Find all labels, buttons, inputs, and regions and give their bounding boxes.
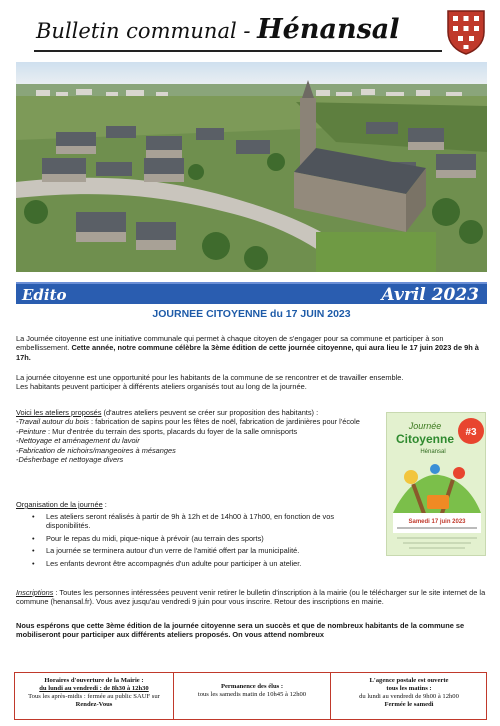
mairie-hours-title: Horaires d'ouverture de la Mairie : [44, 677, 144, 684]
inscriptions-paragraph [16, 588, 487, 607]
list-item: • La journée se terminera autour d'un verre de l'amitié offert par la municipalité. [30, 546, 380, 555]
list-item: • Les ateliers seront réalisés à partir de 9h à 12h et de 14h00 à 17h00, en fonction de vos disponibilités. [30, 512, 380, 531]
closing-paragraph: Nous espérons que cette 3ème édition de la journée citoyenne sera un succès et que de nombreux habitants de la commune se mobiliseront pour participer aux différents ateliers proposés. On vous attend nombreux [16, 621, 465, 640]
organisation-list [30, 512, 380, 571]
page-header [0, 0, 500, 62]
poste-hours-line-1: tous les matins : [386, 685, 432, 692]
second-paragraph-line-2: Les habitants peuvent participer à différents ateliers organisés tout au long de la journée. [16, 382, 307, 392]
poster-place: Hénansal [420, 449, 446, 455]
opening-hours-footer [14, 672, 487, 720]
bulletin-title-prefix: Bulletin communal - [36, 19, 258, 43]
workshops-heading-line [16, 408, 378, 417]
poster-main: Citoyenne [395, 432, 455, 446]
organisation-heading: Organisation de la journée [16, 500, 103, 509]
poster-artwork [387, 413, 486, 556]
inscriptions-label: Inscriptions [16, 588, 54, 597]
edito-label: Edito [22, 286, 67, 304]
bulletin-title [36, 14, 436, 48]
second-paragraph-line-1: La journée citoyenne est une opportunité pour les habitants de la commune de se rencontrer et de travailler ensemble. [16, 373, 404, 382]
village-aerial-photo [16, 62, 487, 272]
mairie-hours-line-2: Tous les après-midis : fermée au public SAUF sur [28, 693, 160, 700]
elus-hours-title: Permanence des élus : [220, 683, 284, 690]
workshop-text: : fabrication de sapins pour les fêtes de noël, fabrication de jardinières pour l'école [88, 417, 360, 427]
second-paragraph [16, 373, 487, 392]
list-item: • Pour le repas du midi, pique-nique à prévoir (au terrain des sports) [30, 534, 380, 543]
workshop-item [16, 446, 378, 455]
workshop-text: : Mur d'entrée du terrain des sports, placards du foyer de la salle omnisports [46, 426, 298, 436]
intro-text: La Journée citoyenne est une initiative communale qui permet à chaque citoyen de s'engager pour sa commune et participer à son embellissement. [16, 334, 444, 353]
intro-bold-text: Cette année, notre commune célèbre la 3ème édition de cette journée citoyenne, qui aura lieu le 17 juin 2023 de 9h à 17h. [16, 343, 479, 362]
bulletin-title-place: Hénansal [257, 14, 400, 45]
workshops-heading: Voici les ateliers proposés [16, 408, 102, 417]
workshop-label: -Travail autour du bois [16, 417, 89, 427]
article-title: JOURNEE CITOYENNE du 17 JUIN 2023 [152, 308, 351, 320]
elus-hours-line-1: tous les samedis matin de 10h45 à 12h00 [197, 691, 307, 698]
inscriptions-text: : Toutes les personnes intéressées peuvent venir retirer le bulletin d'inscription à la mairie (ou le télécharger sur le site internet de la commune (henansal.fr). Vous avez jusqu'au vendredi 9 juin pour vous inscrire. Retour des inscriptions en mairie. [16, 588, 486, 607]
workshop-label: -Nettoyage et aménagement du lavoir [16, 436, 140, 446]
workshop-label: -Peinture [16, 426, 46, 436]
edito-banner [16, 282, 487, 304]
workshop-item [16, 455, 378, 464]
workshops-heading-note: (d'autres ateliers peuvent se créer sur proposition des habitants) : [101, 408, 319, 417]
intro-paragraph [16, 334, 487, 362]
poste-hours-line-2: du lundi au vendredi de 9h00 à 12h00 [359, 693, 459, 700]
list-item: • Les enfants devront être accompagnés d'un adulte pour participer à un atelier. [30, 559, 380, 568]
event-poster [386, 412, 486, 556]
workshop-item [16, 427, 378, 436]
header-rule [34, 50, 442, 52]
mairie-hours-line-3: Rendez-Vous [75, 701, 113, 708]
workshop-label: -Fabrication de nichoirs/mangeoires à mésanges [16, 445, 176, 455]
workshop-item [16, 436, 378, 445]
poste-hours [331, 673, 487, 719]
poster-number: #3 [465, 427, 477, 438]
workshop-label: -Désherbage et nettoyage divers [16, 455, 124, 465]
poster-top: Journée [408, 421, 442, 431]
issue-date: Avril 2023 [381, 285, 479, 305]
mairie-hours-line-1: du lundi au vendredi : de 8h30 à 12h30 [39, 685, 149, 692]
elus-hours [173, 673, 331, 719]
poster-date: Samedi 17 juin 2023 [408, 519, 466, 525]
workshop-item [16, 417, 378, 426]
coat-of-arms-icon [445, 8, 487, 56]
workshops-section [16, 408, 378, 464]
organisation-heading-line [16, 500, 376, 509]
organisation-heading-suffix: : [102, 500, 107, 509]
mairie-hours [15, 673, 173, 719]
poste-hours-title: L'agence postale est ouverte [369, 677, 449, 684]
poste-hours-line-3: Fermée le samedi [384, 701, 434, 708]
